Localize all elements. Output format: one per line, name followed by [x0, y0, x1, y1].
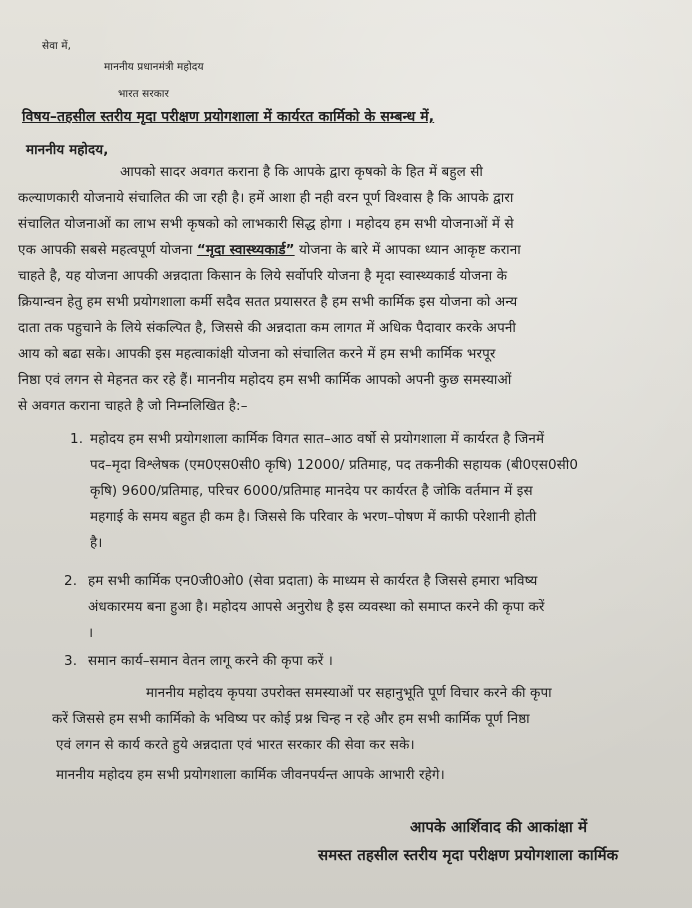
recipient-line-1: माननीय प्रधानमंत्री महोदय	[104, 61, 204, 73]
signoff-line-2: समस्त तहसील स्तरीय मृदा परीक्षण प्रयोगशाला कार्मिक	[318, 846, 619, 864]
para1-line-9: निष्ठा एवं लगन से मेहनत कर रहे हैं। माननीय महोदय हम सभी कार्मिक आपको अपनी कुछ समस्याओं	[18, 372, 512, 388]
point3-number: 3.	[64, 653, 78, 669]
point1-line-3: कृषि) 9600/प्रतिमाह, परिचर 6000/प्रतिमाह मानदेय पर कार्यरत है जोकि वर्तमान में इस	[90, 483, 533, 499]
para2-line-2: करें जिससे हम सभी कार्मिको के भविष्य पर कोई प्रश्न चिन्ह न रहे और हम सभी कार्मिक पूर्ण निष्ठा	[52, 711, 530, 727]
point1-number: 1.	[70, 431, 84, 447]
para1-line-5: चाहते है, यह योजना आपकी अन्नदाता किसान के लिये सर्वोपरि योजना है मृदा स्वास्थ्यकार्ड योजना के	[18, 268, 508, 284]
point1-line-4: महगाई के समय बहुत ही कम है। जिससे कि परिवार के भरण–पोषण में काफी परेशानी होती	[90, 509, 537, 525]
closing-line: माननीय महोदय हम सभी प्रयोगशाला कार्मिक जीवनपर्यन्त आपके आभारी रहेगे।	[56, 767, 445, 783]
para2-line-3: एवं लगन से कार्य करते हुये अन्नदाता एवं भारत सरकार की सेवा कर सके।	[56, 737, 415, 753]
point3-line-1: समान कार्य–समान वेतन लागू करने की कृपा करें ।	[88, 653, 333, 669]
para1-line-4	[18, 241, 521, 259]
point2-number: 2.	[64, 573, 78, 589]
scheme-name-highlight: “मृदा स्वास्थ्यकार्ड”	[196, 242, 295, 258]
para1-line-2: कल्याणकारी योजनाये संचालित की जा रही है। हमें आशा ही नही वरन पूर्ण विश्वास है कि आपके द्वारा	[18, 190, 514, 206]
point2-line-3: ।	[88, 625, 94, 641]
para2-line-1: माननीय महोदय कृपया उपरोक्त समस्याओं पर सहानुभूति पूर्ण विचार करने की कृपा	[146, 685, 552, 701]
point1-line-2: पद–मृदा विश्लेषक (एम0एस0सी0 कृषि) 12000/ प्रतिमाह, पद तकनीकी सहायक (बी0एस0सी0	[90, 457, 579, 473]
para1-line-4-start: एक आपकी सबसे महत्वपूर्ण योजना	[18, 242, 197, 258]
para1-line-10: से अवगत कराना चाहते है जो निम्नलिखित है:–	[18, 398, 248, 414]
para1-line-6: क्रियान्वन हेतु हम सभी प्रयोगशाला कर्मी सदैव सतत प्रयासरत है हम सभी कार्मिक इस योजना को अन्य	[18, 294, 518, 310]
para1-line-1: आपको सादर अवगत कराना है कि आपके द्वारा कृषको के हित में बहुल सी	[120, 164, 483, 180]
salutation-to: सेवा में,	[42, 40, 72, 52]
para1-line-3: संचालित योजनाओं का लाभ सभी कृषको को लाभकारी सिद्ध होगा । महोदय हम सभी योजनाओं में से	[18, 216, 514, 232]
para1-line-4-end: योजना के बारे में आपका ध्यान आकृष्ट कराना	[294, 242, 521, 258]
para1-line-7: दाता तक पहुचाने के लिये संकल्पित है, जिससे की अन्नदाता कम लागत में अधिक पैदावार करके अपनी	[18, 320, 516, 336]
recipient-line-2: भारत सरकार	[118, 88, 169, 100]
signoff-line-1: आपके आर्शिवाद की आकांक्षा में	[410, 818, 588, 836]
point2-line-1: हम सभी कार्मिक एन0जी0ओ0 (सेवा प्रदाता) के माध्यम से कार्यरत है जिससे हमारा भविष्य	[88, 573, 538, 589]
para1-line-8: आय को बढा सके। आपकी इस महत्वाकांक्षी योजना को संचालित करने में हम सभी कार्मिक भरपूर	[18, 346, 496, 362]
point1-line-5: है।	[90, 535, 103, 551]
point1-line-1: महोदय हम सभी प्रयोगशाला कार्मिक विगत सात–आठ वर्षो से प्रयोगशाला में कार्यरत है जिनमें	[90, 431, 545, 447]
greeting: माननीय महोदय,	[26, 142, 109, 158]
subject-line: विषय–तहसील स्तरीय मृदा परीक्षण प्रयोगशाला में कार्यरत कार्मिको के सम्बन्ध में,	[22, 109, 435, 125]
point2-line-2: अंधकारमय बना हुआ है। महोदय आपसे अनुरोध है इस व्यवस्था को समाप्त करने की कृपा करें	[88, 599, 545, 615]
